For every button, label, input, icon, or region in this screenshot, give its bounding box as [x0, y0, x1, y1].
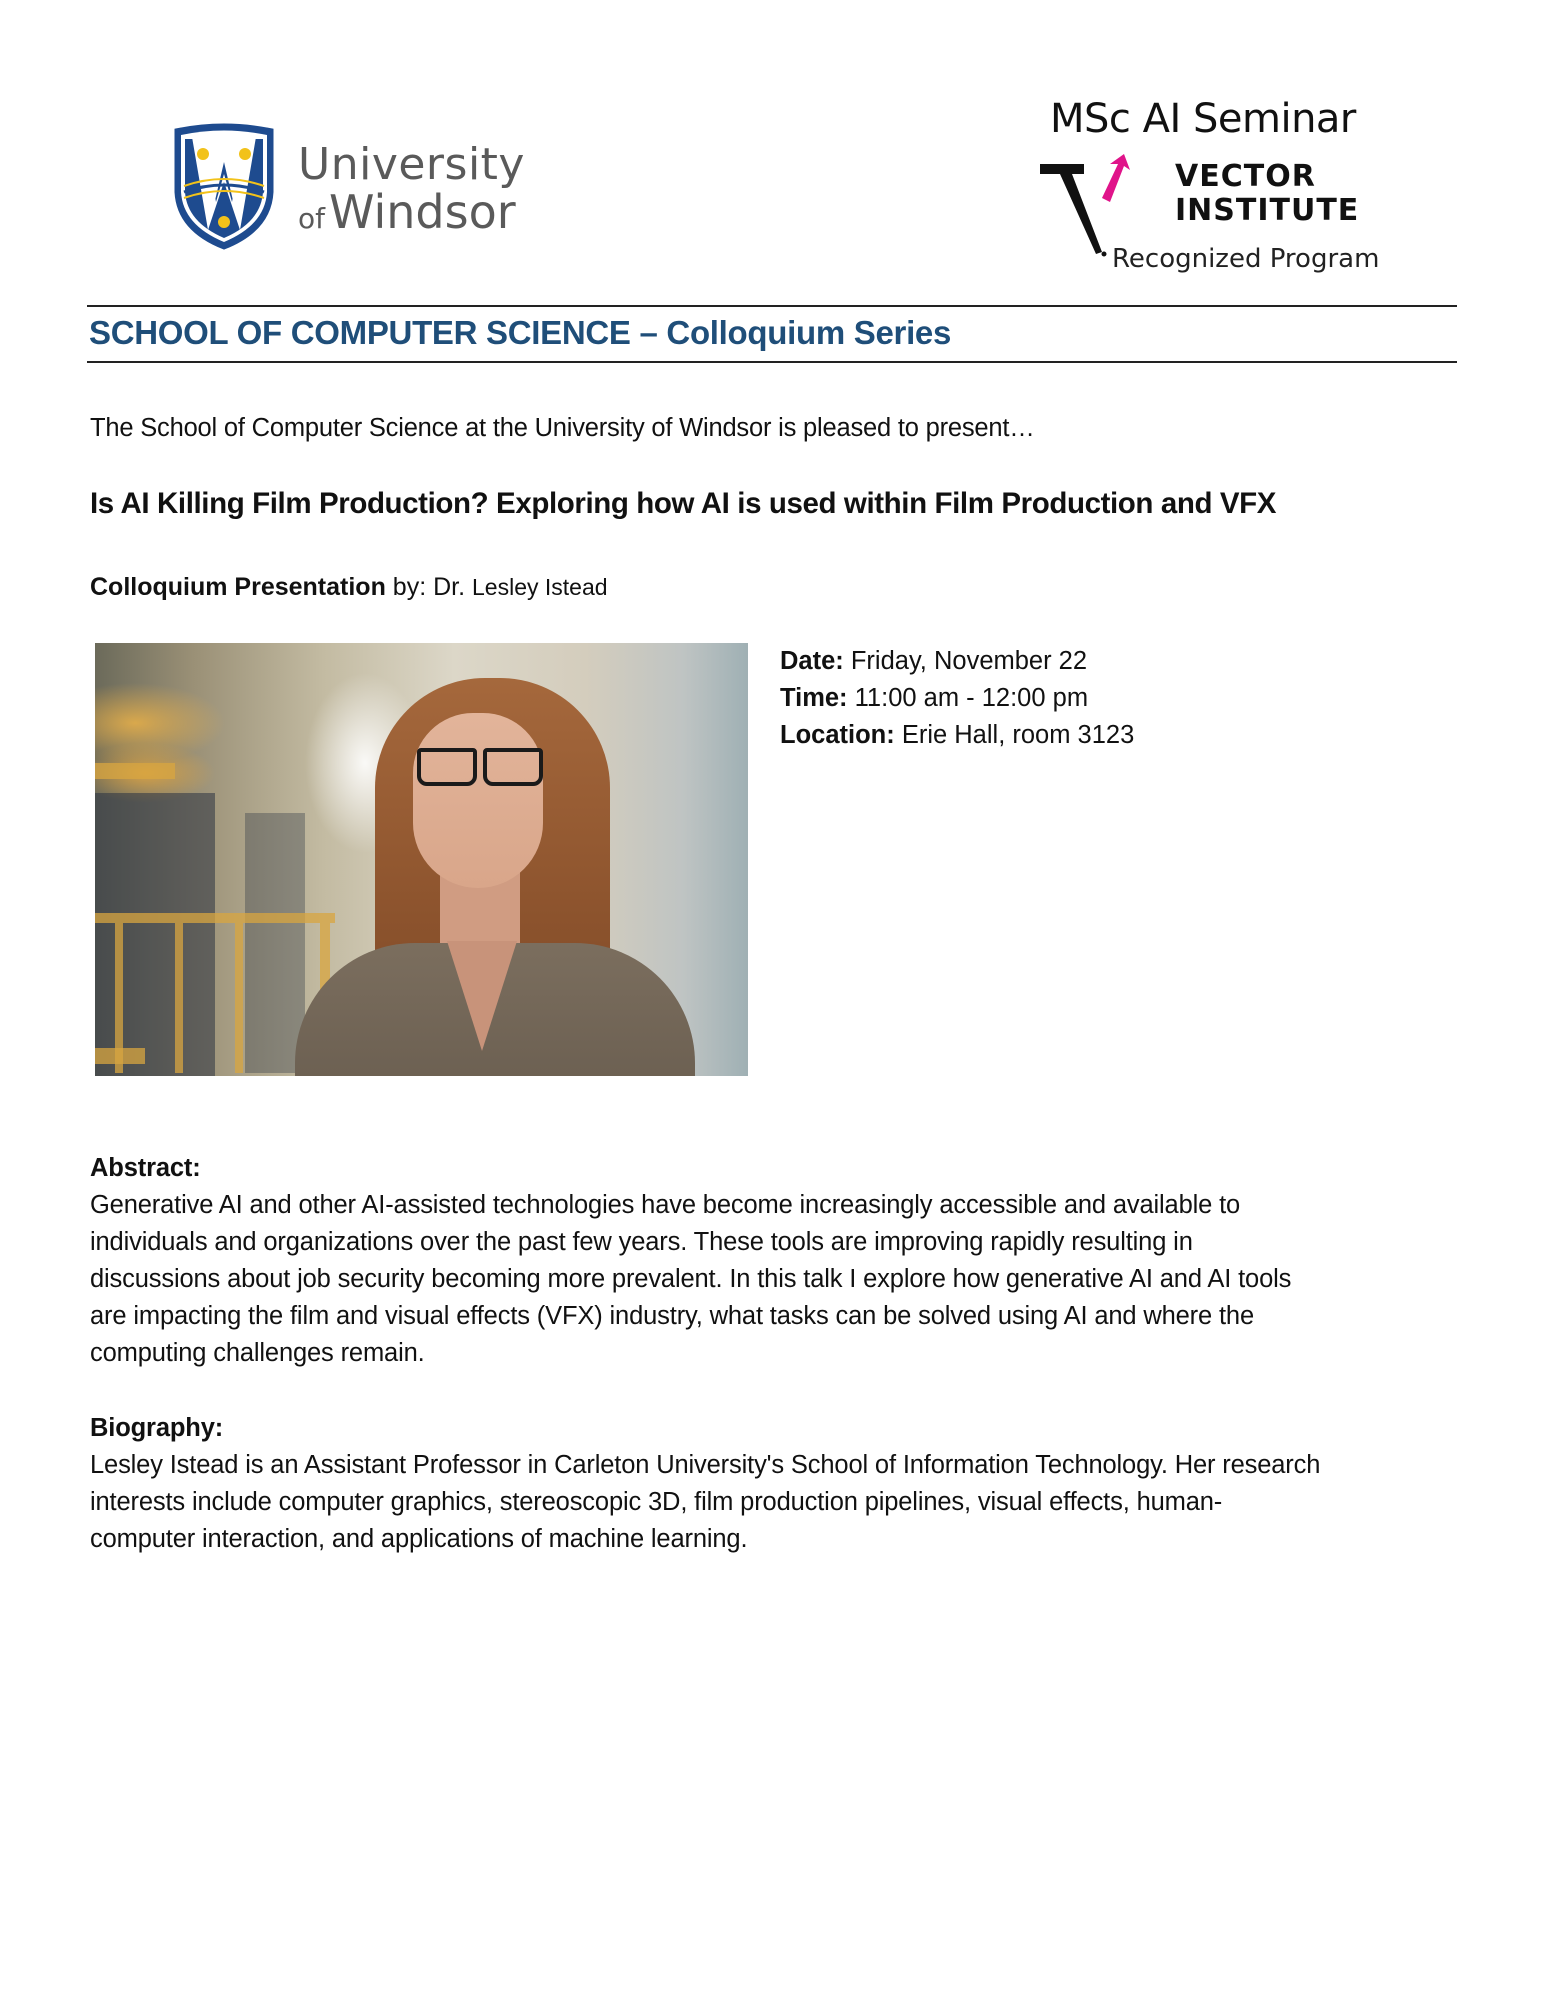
biography-line: computer interaction, and applications of machine learning. — [90, 1525, 748, 1553]
presenter-name: Lesley Istead — [472, 574, 608, 600]
university-of-windsor-logo — [170, 122, 530, 252]
glasses-icon — [417, 748, 541, 782]
abstract-section — [90, 1150, 1470, 1372]
abstract-line: are impacting the film and visual effects (VFX) industry, what tasks can be solved using AI and where the — [90, 1302, 1254, 1330]
speaker-photo — [95, 643, 748, 1076]
wordmark-of: of — [298, 202, 325, 235]
vector-institute-logo — [1040, 96, 1380, 286]
event-time: Time: 11:00 am - 12:00 pm — [780, 684, 1089, 712]
presenter-label: Colloquium Presentation — [90, 573, 386, 601]
wordmark-university: University — [298, 139, 525, 190]
university-shield-icon — [170, 122, 278, 250]
bottom-divider — [87, 361, 1457, 363]
presenter-line — [90, 573, 608, 602]
talk-title: Is AI Killing Film Production? Exploring how AI is used within Film Production and VFX — [90, 487, 1277, 520]
abstract-heading: Abstract: — [90, 1154, 201, 1182]
abstract-line: computing challenges remain. — [90, 1339, 425, 1367]
vector-institute-name: VECTOR INSTITUTE — [1175, 159, 1360, 228]
abstract-line: Generative AI and other AI-assisted technologies have become increasingly accessible and available to — [90, 1191, 1241, 1219]
recognized-program-label: Recognized Program — [1112, 244, 1380, 274]
wordmark-windsor: Windsor — [329, 185, 516, 239]
top-divider — [87, 305, 1457, 307]
event-details — [780, 643, 1134, 754]
section-title: SCHOOL OF COMPUTER SCIENCE – Colloquium Series — [89, 314, 952, 351]
biography-line: interests include computer graphics, stereoscopic 3D, film production pipelines, visual effects, human- — [90, 1488, 1223, 1516]
event-location: Location: Erie Hall, room 3123 — [780, 721, 1135, 749]
event-date: Date: Friday, November 22 — [780, 647, 1088, 675]
abstract-line: individuals and organizations over the past few years. These tools are improving rapidly resulting in — [90, 1228, 1193, 1256]
msc-ai-seminar-title: MSc AI Seminar — [1050, 96, 1356, 142]
biography-line: Lesley Istead is an Assistant Professor in Carleton University's School of Information Technology. Her research — [90, 1451, 1321, 1479]
abstract-line: discussions about job security becoming more prevalent. In this talk I explore how generative AI and AI tools — [90, 1265, 1292, 1293]
intro-text: The School of Computer Science at the University of Windsor is pleased to present… — [90, 414, 1035, 442]
university-wordmark — [298, 139, 525, 243]
biography-section — [90, 1410, 1470, 1558]
presenter-prefix: Dr. — [433, 573, 473, 601]
presenter-by: by: — [385, 573, 434, 601]
biography-heading: Biography: — [90, 1414, 224, 1442]
